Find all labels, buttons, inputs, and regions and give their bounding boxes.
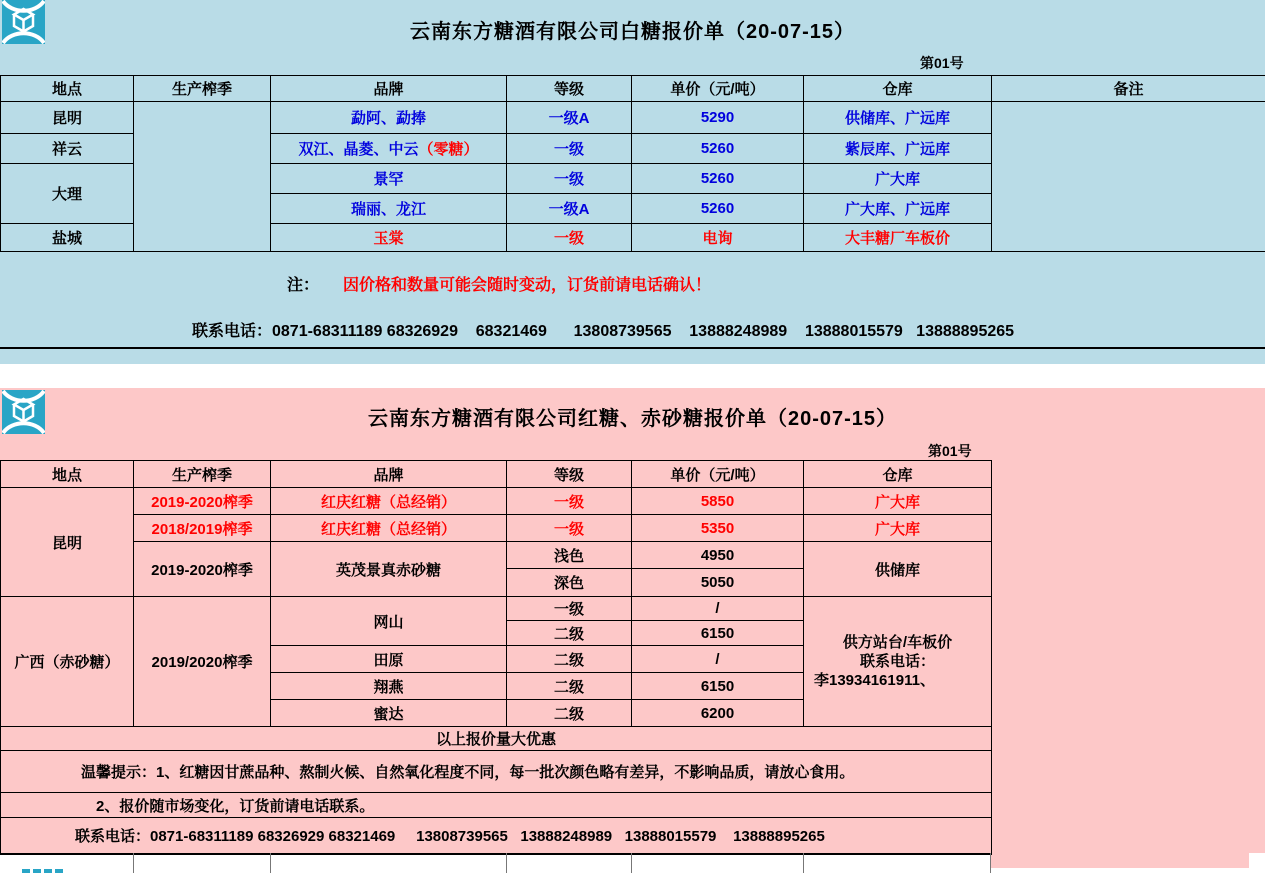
cell-location: 广西（赤砂糖）	[1, 597, 134, 727]
contact-phone-line: 联系电话：0871-68311189 68326929 68321469 13808739565 13888248989 13888015579 13888895265	[192, 323, 1015, 340]
cell-location: 盐城	[1, 224, 134, 252]
col-header-warehouse: 仓库	[804, 76, 992, 102]
cell-grade: 二级	[507, 700, 632, 727]
tip-2-text: 2、报价随市场变化，订货前请电话联系。	[1, 793, 992, 818]
cell-grade: 二级	[507, 673, 632, 700]
grid-line	[506, 853, 507, 873]
col-header-price: 单价（元/吨）	[632, 461, 804, 488]
cell-price: 6200	[632, 700, 804, 727]
cell-price: 5850	[632, 488, 804, 515]
table-row	[1, 542, 992, 569]
cell-brand: 蜜达	[271, 700, 507, 727]
logo-fragment	[44, 869, 52, 873]
cell-grade: 一级A	[507, 194, 632, 224]
logo-fragment	[55, 869, 63, 873]
cell-warehouse: 广大库	[804, 164, 992, 194]
brand-main-text: 双江、晶菱、中云	[298, 141, 419, 158]
cell-grade: 二级	[507, 646, 632, 673]
bulk-discount-note: 以上报价量大优惠	[1, 727, 992, 751]
cell-warehouse	[804, 597, 992, 727]
cell-grade: 二级	[507, 621, 632, 646]
cell-price: /	[632, 646, 804, 673]
cell-brand: 红庆红糖（总经销）	[271, 515, 507, 542]
cell-grade: 一级	[507, 597, 632, 621]
col-header-season: 生产榨季	[134, 76, 271, 102]
tip-row-2	[1, 793, 992, 818]
cell-warehouse: 广大库	[804, 488, 992, 515]
cell-season: 2019-2020榨季	[134, 488, 271, 515]
warehouse-line-3: 李13934161911、	[814, 672, 935, 689]
cell-price: 6150	[632, 673, 804, 700]
col-header-grade: 等级	[507, 76, 632, 102]
cell-brand: 英茂景真赤砂糖	[271, 542, 507, 597]
cell-brand: 玉棠	[271, 224, 507, 252]
table-row	[1, 488, 992, 515]
cell-location: 昆明	[1, 102, 134, 134]
cell-price: 5290	[632, 102, 804, 134]
grid-line	[990, 853, 991, 873]
white-sugar-sheet-number: 第01号	[920, 55, 964, 71]
col-header-location: 地点	[1, 76, 134, 102]
cell-warehouse: 大丰糖厂车板价	[804, 224, 992, 252]
cell-warehouse: 广大库、广远库	[804, 194, 992, 224]
col-header-price: 单价（元/吨）	[632, 76, 804, 102]
cell-price: 6150	[632, 621, 804, 646]
price-change-note	[287, 272, 711, 295]
cell-warehouse: 紫辰库、广远库	[804, 134, 992, 164]
warehouse-line-1: 供方站台/车板价	[842, 634, 953, 651]
pink-fill-fragment	[991, 853, 1249, 868]
cell-warehouse: 供储库、广远库	[804, 102, 992, 134]
table-header-row	[1, 76, 1265, 102]
cell-location: 大理	[1, 164, 134, 224]
cell-grade: 一级	[507, 134, 632, 164]
bulk-discount-row	[1, 727, 992, 751]
col-header-brand: 品牌	[271, 461, 507, 488]
panel-divider-line	[0, 347, 1265, 349]
cell-brand: 网山	[271, 597, 507, 646]
cell-brand: 红庆红糖（总经销）	[271, 488, 507, 515]
white-sugar-title: 云南东方糖酒有限公司白糖报价单（20-07-15）	[409, 21, 856, 43]
col-header-grade: 等级	[507, 461, 632, 488]
cell-brand: 田原	[271, 646, 507, 673]
contact-phone-line: 联系电话：0871-68311189 68326929 68321469 13808739565 13888248989 13888015579 13888895265	[1, 818, 992, 854]
cell-price: 4950	[632, 542, 804, 569]
cell-grade: 一级	[507, 515, 632, 542]
cell-price: 5260	[632, 194, 804, 224]
cell-grade: 一级	[507, 164, 632, 194]
grid-line	[270, 853, 271, 873]
warehouse-line-2: 联系电话：	[859, 653, 935, 670]
table-row	[1, 515, 992, 542]
brown-sugar-price-table	[0, 460, 992, 855]
cell-season: 2018/2019榨季	[134, 515, 271, 542]
tip-row-1	[1, 751, 992, 793]
logo-fragment	[33, 869, 41, 873]
col-header-brand: 品牌	[271, 76, 507, 102]
cell-season-merged-empty	[134, 102, 271, 252]
table-row	[1, 102, 1265, 134]
cell-brand	[271, 134, 507, 164]
grid-line	[631, 853, 632, 873]
cell-grade: 一级A	[507, 102, 632, 134]
col-header-location: 地点	[1, 461, 134, 488]
brown-sugar-sheet-number: 第01号	[928, 443, 972, 459]
cell-brand: 勐阿、勐捧	[271, 102, 507, 134]
cell-price: 5260	[632, 164, 804, 194]
brown-sugar-title: 云南东方糖酒有限公司红糖、赤砂糖报价单（20-07-15）	[367, 408, 898, 430]
logo-fragment	[22, 869, 30, 873]
grid-line	[133, 853, 134, 873]
note-label: 注：	[287, 277, 320, 294]
tip-1-text: 温馨提示：1、红糖因甘蔗品种、熬制火候、自然氧化程度不同，每一批次颜色略有差异，不影响品质，请放心食用。	[1, 751, 992, 793]
col-header-warehouse: 仓库	[804, 461, 992, 488]
white-sugar-price-table	[0, 75, 1265, 252]
cell-brand: 翔燕	[271, 673, 507, 700]
grid-line	[803, 853, 804, 873]
cell-price: /	[632, 597, 804, 621]
col-header-season: 生产榨季	[134, 461, 271, 488]
cell-price: 5050	[632, 569, 804, 597]
table-header-row	[1, 461, 992, 488]
cell-grade: 浅色	[507, 542, 632, 569]
note-text: 因价格和数量可能会随时变动，订货前请电话确认！	[343, 277, 712, 294]
cell-warehouse: 供储库	[804, 542, 992, 597]
brand-paren-text: （零糖）	[418, 141, 479, 158]
cell-location: 昆明	[1, 488, 134, 597]
table-row	[1, 597, 992, 621]
cell-location: 祥云	[1, 134, 134, 164]
cell-brand: 瑞丽、龙江	[271, 194, 507, 224]
col-header-remark: 备注	[992, 76, 1265, 102]
cell-price: 5260	[632, 134, 804, 164]
cell-remark-merged-empty	[992, 102, 1265, 252]
cell-brand: 景罕	[271, 164, 507, 194]
cell-grade: 一级	[507, 224, 632, 252]
cell-grade: 深色	[507, 569, 632, 597]
cell-price: 5350	[632, 515, 804, 542]
cell-warehouse: 广大库	[804, 515, 992, 542]
phone-row	[1, 818, 992, 854]
cell-grade: 一级	[507, 488, 632, 515]
cell-season: 2019-2020榨季	[134, 542, 271, 597]
cell-price: 电询	[632, 224, 804, 252]
cell-season: 2019/2020榨季	[134, 597, 271, 727]
